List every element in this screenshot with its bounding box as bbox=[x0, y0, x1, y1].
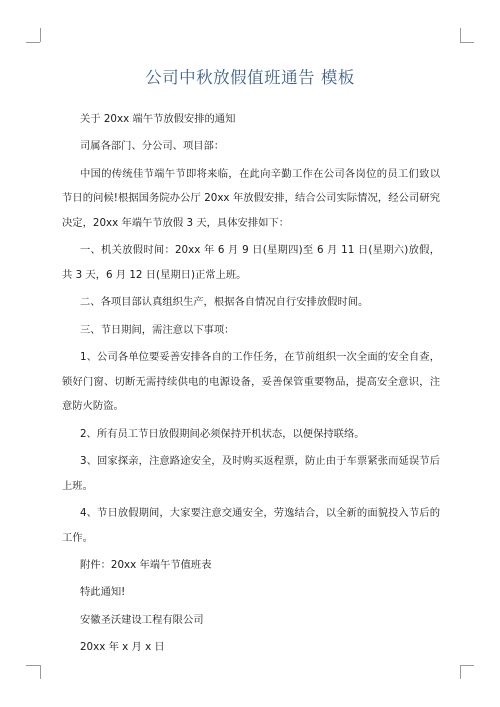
document-title: 公司中秋放假值班通告 模板 bbox=[145, 68, 355, 87]
document-body bbox=[62, 107, 440, 663]
attachment-line: 附件：20xx 年端午节值班表 bbox=[80, 559, 212, 572]
closing-line: 特此通知! bbox=[80, 586, 126, 599]
note-item-1: 1、公司各单位要妥善安排各自的工作任务，在节前组织一次全面的安全自查，锁好门窗、切断无需持续供电的电源设备，妥善保管重要物品，提高安全意识，注意防火防盗。 bbox=[62, 351, 440, 413]
salutation: 司属各部门、分公司、项目部： bbox=[80, 140, 225, 153]
note-item-2: 2、所有员工节日放假期间必须保持开机状态，以便保持联络。 bbox=[80, 427, 365, 440]
project-arrangement-paragraph: 二、各项目部认真组织生产，根据各自情况自行安排放假时间。 bbox=[80, 296, 369, 309]
intro-paragraph: 中国的传统佳节端午节即将来临，在此向辛勤工作在公司各岗位的员工们致以节日的问候!根据国务院办公厅 20xx 年放假安排，结合公司实际情况，经公司研究决定，20xx 年端午节放假 3 天，具体安排如下： bbox=[62, 167, 440, 229]
date-line: 20xx 年 x 月 x 日 bbox=[80, 641, 165, 654]
notice-heading: 关于 20xx 端午节放假安排的通知 bbox=[80, 113, 236, 125]
notes-heading: 三、节日期间，需注意以下事项： bbox=[80, 323, 235, 336]
note-item-3: 3、回家探亲，注意路途安全，及时购买返程票，防止由于车票紧张而延误节后上班。 bbox=[62, 455, 440, 492]
holiday-time-paragraph: 一、机关放假时间：20xx 年 6 月 9 日(星期四)至 6 月 11 日(星期六)放假，共 3 天，6 月 12 日(星期日)正常上班。 bbox=[62, 244, 440, 281]
note-item-4: 4、节日放假期间，大家要注意交通安全，劳逸结合，以全新的面貌投入节后的工作。 bbox=[62, 507, 440, 544]
company-signature: 安徽圣沃建设工程有限公司 bbox=[80, 613, 204, 626]
